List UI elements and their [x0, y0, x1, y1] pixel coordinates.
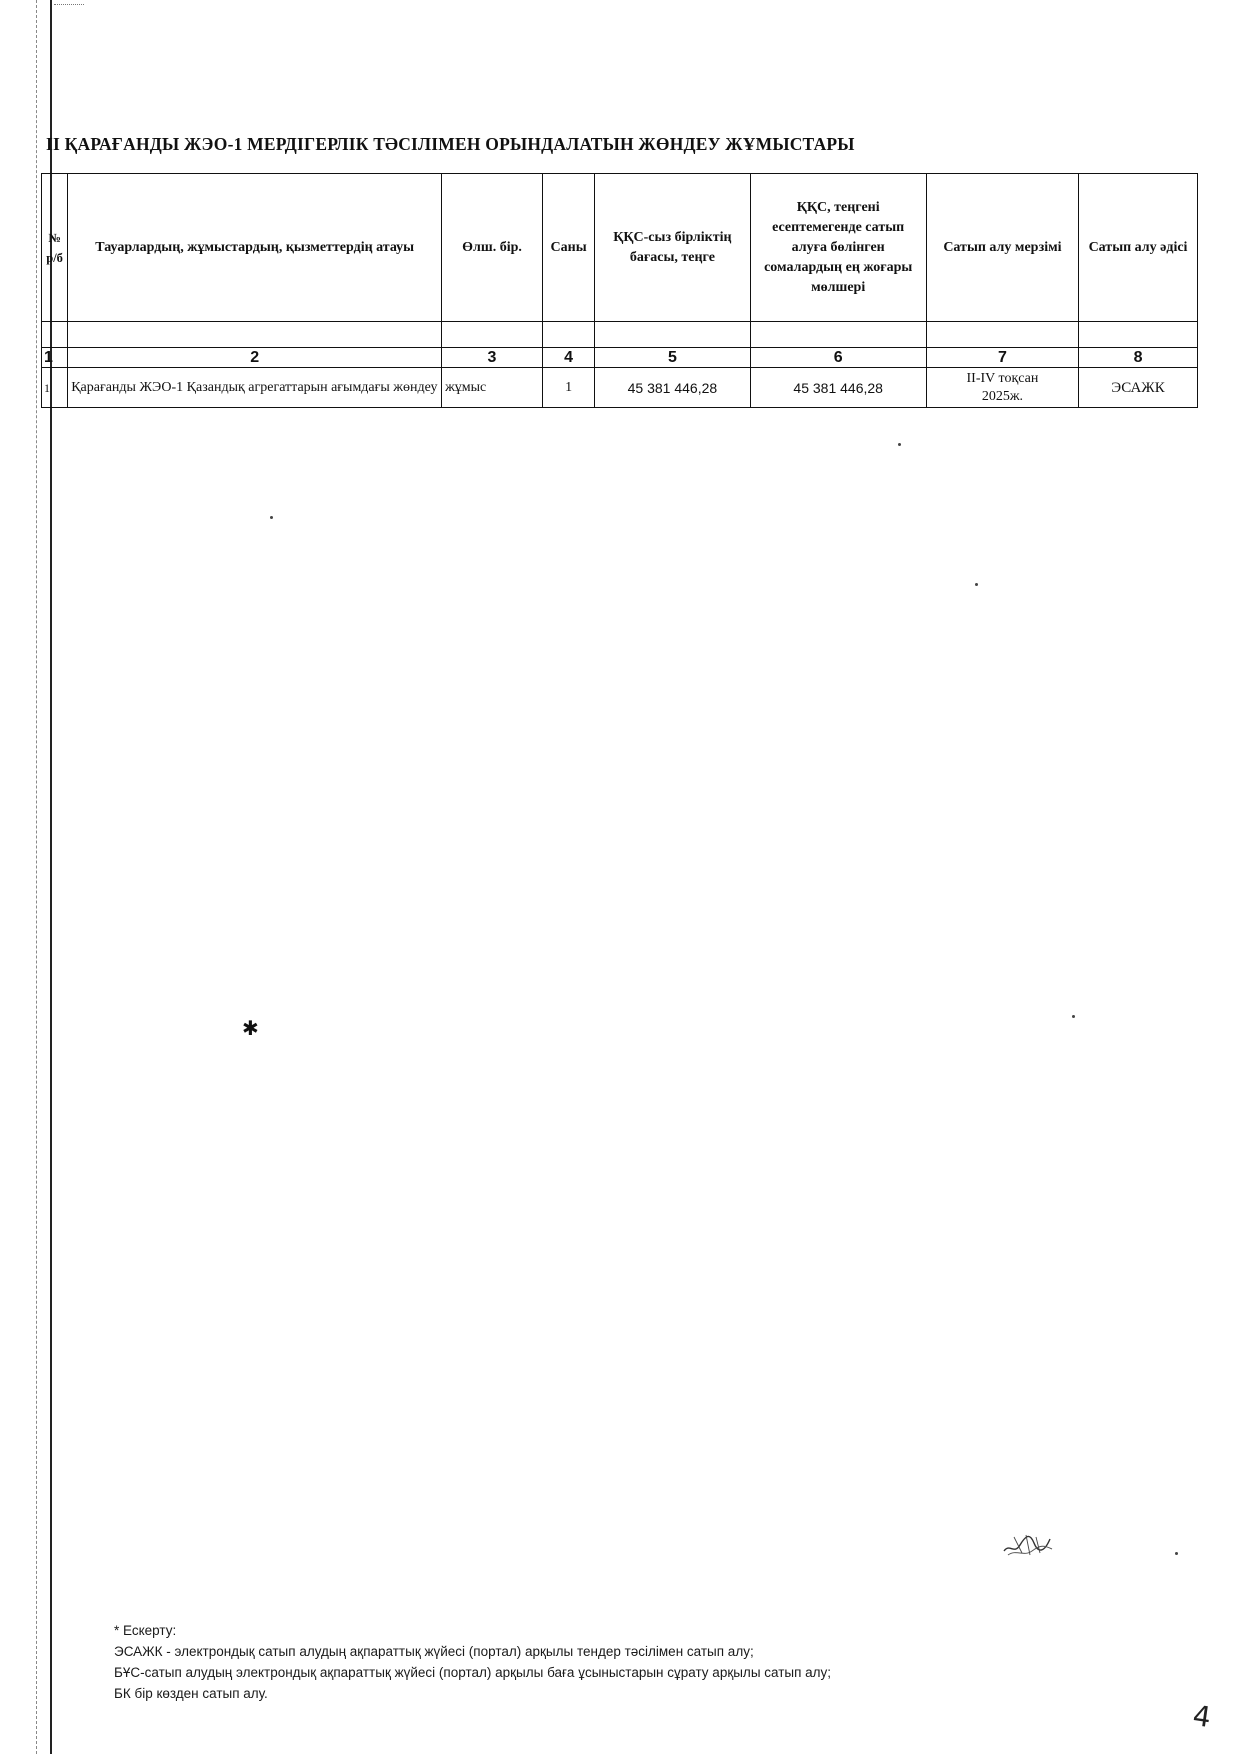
column-number: 4: [542, 348, 594, 368]
table-header-row: [42, 174, 1198, 322]
column-number: 6: [750, 348, 926, 368]
header-max-amount: ҚҚС, теңгені есептемегенде сатып алуға бөлінген сомалардың ең жоғары мөлшері: [750, 174, 926, 322]
table-spacer-row: [42, 322, 1198, 348]
scan-speck: [1072, 1015, 1075, 1018]
stray-scan-mark: ✱: [242, 1018, 259, 1040]
scan-edge-line: [36, 0, 38, 1754]
section-title: II ҚАРАҒАНДЫ ЖЭО-1 МЕРДІГЕРЛІК ТӘСІЛІМЕН ОРЫНДАЛАТЫН ЖӨНДЕУ ЖҰМЫСТАРЫ: [46, 134, 855, 154]
table-row: [42, 368, 1198, 408]
header-unit-price: ҚҚС-сыз бірліктің бағасы, теңге: [595, 174, 750, 322]
column-number: 8: [1079, 348, 1198, 368]
footnote-title: * Ескерту:: [114, 1623, 177, 1638]
scan-speck: [898, 443, 901, 446]
row-no: 1: [42, 368, 68, 408]
row-unit: жұмыс: [442, 368, 543, 408]
footnote-line: ЭСАЖК - электрондық сатып алудың ақпараттық жүйесі (портал) арқылы тендер тәсілімен сатып алу;: [114, 1644, 754, 1659]
row-unit-price: 45 381 446,28: [595, 368, 750, 408]
scan-mark: [54, 0, 84, 5]
scan-speck: [270, 516, 273, 519]
row-method: ЭСАЖК: [1079, 368, 1198, 408]
header-name: Тауарлардың, жұмыстардың, қызметтердің атауы: [68, 174, 442, 322]
initials-scribble: [1000, 1525, 1056, 1561]
header-period: Сатып алу мерзімі: [926, 174, 1078, 322]
column-number: 1: [42, 348, 68, 368]
footnote: [114, 1620, 831, 1704]
header-method: Сатып алу әдісі: [1079, 174, 1198, 322]
row-qty: 1: [542, 368, 594, 408]
column-number: 7: [926, 348, 1078, 368]
header-no: № р/б: [42, 174, 68, 322]
row-name: Қарағанды ЖЭО-1 Қазандық агрегаттарын ағымдағы жөндеу: [68, 368, 442, 408]
footnote-line: БҰС-сатып алудың электрондық ақпараттық жүйесі (портал) арқылы баға ұсыныстарын сұрату арқылы сатып алу;: [114, 1665, 832, 1680]
column-number: 3: [442, 348, 543, 368]
column-number: 2: [68, 348, 442, 368]
scan-speck: [975, 583, 978, 586]
header-qty: Саны: [542, 174, 594, 322]
scan-speck: [1175, 1552, 1178, 1555]
header-unit: Өлш. бір.: [442, 174, 543, 322]
row-period: II-IV тоқсан 2025ж.: [926, 368, 1078, 408]
footnote-line: БК бір көзден сатып алу.: [114, 1686, 268, 1701]
column-number: 5: [595, 348, 750, 368]
row-max-amount: 45 381 446,28: [750, 368, 926, 408]
procurement-table: [41, 173, 1198, 408]
page-number-mark: 4: [1190, 1698, 1214, 1735]
column-number-row: [42, 348, 1198, 368]
